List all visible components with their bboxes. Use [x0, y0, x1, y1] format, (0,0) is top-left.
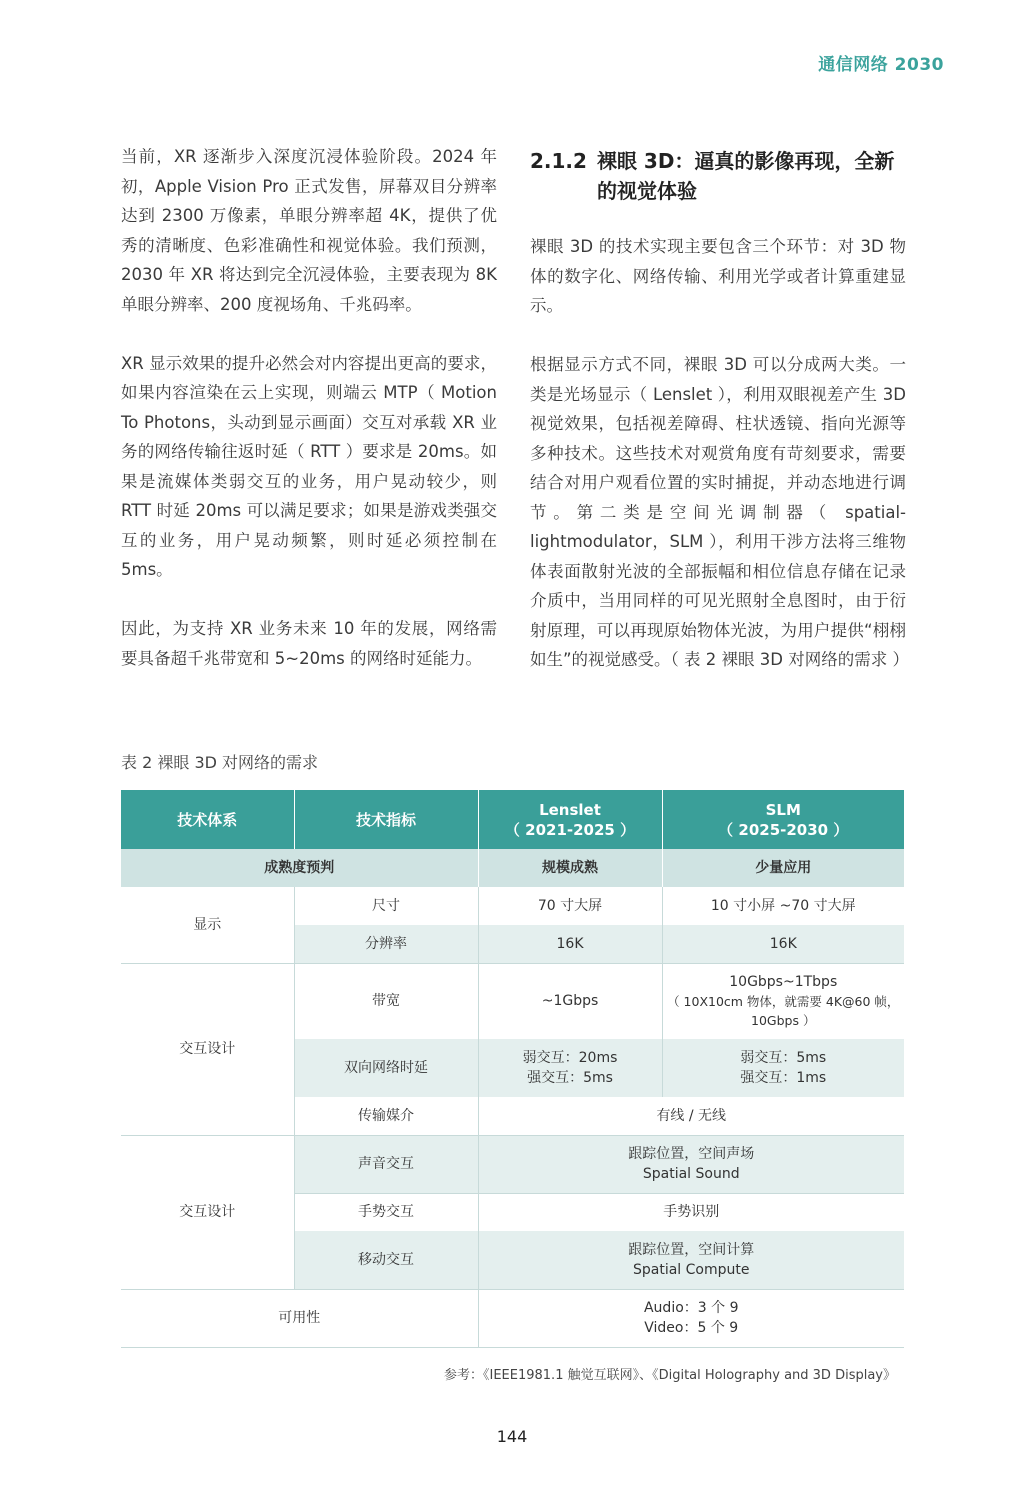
- header-slm-years: （ 2025-2030 ）: [718, 820, 849, 839]
- section-number: 2.1.2: [530, 149, 587, 173]
- group-interaction: 交互设计: [121, 963, 294, 1135]
- row-label-sound: 声音交互: [294, 1135, 478, 1193]
- header-system: 技术体系: [121, 790, 294, 849]
- cell-res-lenslet: 16K: [478, 925, 662, 963]
- right-paragraph-2: 根据显示方式不同，裸眼 3D 可以分成两大类。一类是光场显示（ Lenslet ），利用双眼视差产生 3D 视觉效果，包括视差障碍、柱状透镜、指向光源等多种技术。这些技术对观赏角度有苛刻要求，需要结合对用户观看位置的实时捕捉，并动态地进行调节。第二类是空间光调制器（ spatial-lightmodulator，SLM ），利用干涉方法将三维物体表面散射光波的全部振幅和相位信息存储在记录介质中，当用同样的可见光照射全息图时，由于衍射原理，可以再现原始物体光波，为用户提供“栩栩如生”的视觉感受。（ 表 2 裸眼 3D 对网络的需求 ）: [530, 355, 909, 669]
- group-interaction-2: 交互设计: [121, 1135, 294, 1289]
- group-display: 显示: [121, 887, 294, 963]
- header-lenslet: [478, 790, 662, 849]
- row-label-latency: 双向网络时延: [294, 1039, 478, 1097]
- header-indicator: 技术指标: [294, 790, 478, 849]
- header-slm: [662, 790, 904, 849]
- table-row: [121, 887, 904, 925]
- row-label-bandwidth: 带宽: [294, 963, 478, 1039]
- right-paragraph-1: 裸眼 3D 的技术实现主要包含三个环节：对 3D 物体的数字化、网络传输、利用光学或者计算重建显示。: [530, 237, 906, 315]
- row-label-gesture: 手势交互: [294, 1193, 478, 1231]
- header-slm-name: SLM: [765, 800, 801, 819]
- running-header: 通信网络 2030: [818, 55, 944, 75]
- cell-bw-lenslet: ~1Gbps: [478, 963, 662, 1039]
- cell-sound-value: [478, 1135, 904, 1193]
- maturity-row: [121, 849, 904, 887]
- maturity-slm: 少量应用: [662, 849, 904, 887]
- cell-lat-lenslet-weak: 弱交互：20ms: [522, 1050, 618, 1066]
- cell-lat-lenslet: [478, 1039, 662, 1097]
- table-row: [121, 1289, 904, 1347]
- cell-availability-value: [478, 1289, 904, 1347]
- cell-move-value-1: 跟踪位置，空间计算: [628, 1241, 755, 1258]
- cell-lat-slm-strong: 强交互：1ms: [740, 1070, 827, 1086]
- table-header-row: [121, 790, 904, 849]
- reference-note: 参考：《IEEE1981.1 触觉互联网》、《Digital Holography and 3D Display》: [444, 1368, 896, 1383]
- cell-gesture-value: 手势识别: [478, 1193, 904, 1231]
- cell-bw-slm-line1: 10Gbps~1Tbps: [729, 974, 838, 991]
- left-paragraph-3: 因此，为支持 XR 业务未来 10 年的发展，网络需要具备超千兆带宽和 5~20ms 的网络时延能力。: [121, 619, 497, 668]
- row-label-size: 尺寸: [294, 887, 478, 925]
- left-paragraph-1: 当前，XR 逐渐步入深度沉浸体验阶段。2024 年初，Apple Vision Pro 正式发售，屏幕双目分辨率达到 2300 万像素，单眼分辨率超 4K，提供了优秀的清晰度、色彩准确性和视觉体验。我们预测，2030 年 XR 将达到完全沉浸体验，主要表现为 8K 单眼分辨率、200 度视场角、千兆码率。: [121, 147, 497, 314]
- cell-sound-value-1: 跟踪位置，空间声场: [628, 1146, 755, 1162]
- cell-bw-slm-line3: 10Gbps ）: [751, 1013, 816, 1029]
- section-heading: [530, 146, 906, 206]
- cell-availability-audio: Audio：3 个 9: [643, 1300, 739, 1316]
- row-label-resolution: 分辨率: [294, 925, 478, 963]
- header-lenslet-name: Lenslet: [539, 800, 601, 819]
- table-row: [121, 1135, 904, 1193]
- left-paragraph-2: XR 显示效果的提升必然会对内容提出更高的要求，如果内容渲染在云上实现，则端云 MTP（ Motion To Photons，头动到显示画面）交互对承载 XR 业务的网络传输往返时延（ RTT ）要求是 20ms。如果是流媒体类弱交互的业务，用户晃动较少，则 RTT 时延 20ms 可以满足要求；如果是游戏类强交互的业务，用户晃动频繁，则时延必须控制在 5ms。: [121, 353, 497, 579]
- cell-lat-slm: [662, 1039, 904, 1097]
- table-row: [121, 963, 904, 1039]
- section-title: 裸眼 3D：逼真的影像再现，全新的视觉体验: [596, 149, 895, 203]
- cell-bw-slm-line2: （ 10X10cm 物体，就需要 4K@60 帧，: [667, 994, 900, 1010]
- cell-size-slm: 10 寸小屏 ~70 寸大屏: [662, 887, 904, 925]
- table-caption: 表 2 裸眼 3D 对网络的需求: [121, 753, 319, 772]
- right-column: [530, 142, 909, 704]
- cell-lat-lenslet-strong: 强交互：5ms: [527, 1070, 613, 1086]
- header-lenslet-years: （ 2021-2025 ）: [504, 820, 636, 839]
- cell-sound-value-2: Spatial Sound: [642, 1166, 740, 1182]
- maturity-label: 成熟度预判: [121, 849, 478, 887]
- cell-move-value: [478, 1231, 904, 1289]
- cell-media-value: 有线 / 无线: [478, 1097, 904, 1135]
- row-label-move: 移动交互: [294, 1231, 478, 1289]
- row-label-media: 传输媒介: [294, 1097, 478, 1135]
- cell-move-value-2: Spatial Compute: [633, 1261, 750, 1278]
- cell-bw-slm: [662, 963, 904, 1039]
- cell-availability-video: Video：5 个 9: [644, 1320, 739, 1336]
- cell-lat-slm-weak: 弱交互：5ms: [740, 1050, 827, 1066]
- requirements-table: [121, 790, 904, 1348]
- row-label-availability: 可用性: [121, 1289, 478, 1347]
- cell-size-lenslet: 70 寸大屏: [478, 887, 662, 925]
- page-number: 144: [496, 1427, 528, 1446]
- maturity-lenslet: 规模成熟: [478, 849, 662, 887]
- cell-res-slm: 16K: [662, 925, 904, 963]
- left-column: [121, 142, 497, 703]
